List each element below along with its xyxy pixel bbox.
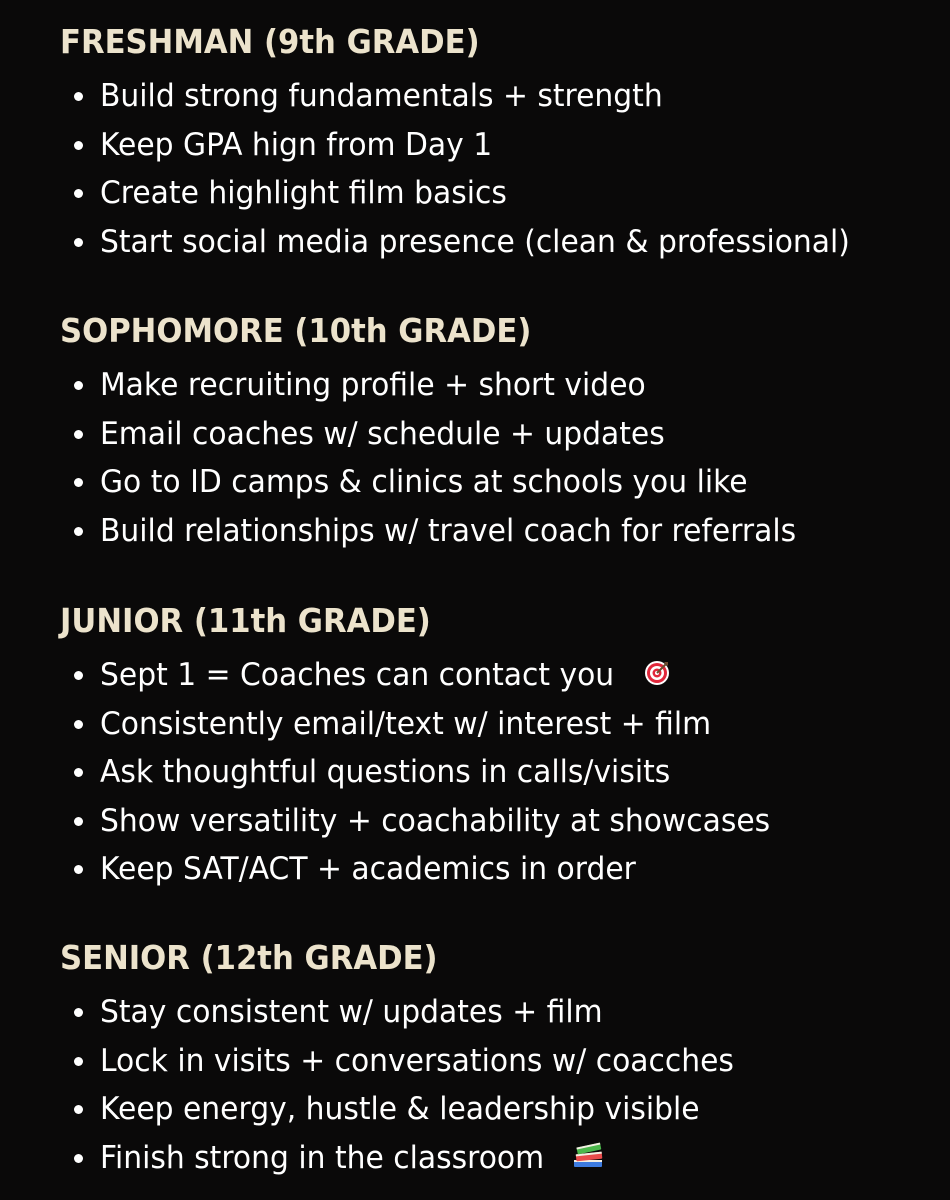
books-icon	[571, 1135, 605, 1184]
section-list	[60, 361, 940, 555]
bullet-icon	[74, 671, 83, 680]
list-item: Make recruiting profile + short video	[60, 361, 940, 410]
section-heading: FRESHMAN (9th GRADE)	[60, 22, 480, 61]
bullet-icon	[74, 478, 83, 487]
bullet-icon	[74, 381, 83, 390]
list-item: Keep energy, hustle & leadership visible	[60, 1085, 940, 1134]
bullet-icon	[74, 1008, 83, 1017]
section-senior	[60, 936, 940, 1182]
section-list	[60, 651, 940, 894]
list-item: Create highlight film basics	[60, 169, 940, 218]
bullet-icon	[74, 768, 83, 777]
list-item: Show versatility + coachability at showcases	[60, 797, 940, 846]
bullet-icon	[74, 189, 83, 198]
list-item: Ask thoughtful questions in calls/visits	[60, 748, 940, 797]
bullet-icon	[74, 141, 83, 150]
bullet-icon	[74, 865, 83, 874]
list-item: Sept 1 = Coaches can contact you	[60, 651, 940, 700]
list-item: Build strong fundamentals + strength	[60, 72, 940, 121]
section-list	[60, 988, 940, 1182]
section-heading: SENIOR (12th GRADE)	[60, 938, 438, 977]
bullet-icon	[74, 238, 83, 247]
section-freshman	[60, 20, 940, 266]
list-item: Lock in visits + conversations w/ coacches	[60, 1037, 940, 1086]
list-item: Email coaches w/ schedule + updates	[60, 410, 940, 459]
bullet-icon	[74, 92, 83, 101]
list-item: Start social media presence (clean & professional)	[60, 218, 940, 267]
list-item: Build relationships w/ travel coach for referrals	[60, 507, 940, 556]
section-heading: JUNIOR (11th GRADE)	[60, 601, 431, 640]
list-item: Go to ID camps & clinics at schools you like	[60, 458, 940, 507]
list-item: Keep GPA hign from Day 1	[60, 121, 940, 170]
section-sophomore	[60, 309, 940, 555]
list-item: Stay consistent w/ updates + film	[60, 988, 940, 1037]
bullet-icon	[74, 1057, 83, 1066]
bullet-icon	[74, 430, 83, 439]
section-junior	[60, 599, 940, 894]
list-item: Consistently email/text w/ interest + film	[60, 700, 940, 749]
section-list	[60, 72, 940, 266]
list-item: Finish strong in the classroom	[60, 1134, 940, 1183]
bullet-icon	[74, 527, 83, 536]
target-icon	[644, 652, 670, 701]
bullet-icon	[74, 817, 83, 826]
bullet-icon	[74, 720, 83, 729]
list-item: Keep SAT/ACT + academics in order	[60, 845, 940, 894]
bullet-icon	[74, 1154, 83, 1163]
bullet-icon	[74, 1105, 83, 1114]
section-heading: SOPHOMORE (10th GRADE)	[60, 311, 532, 350]
